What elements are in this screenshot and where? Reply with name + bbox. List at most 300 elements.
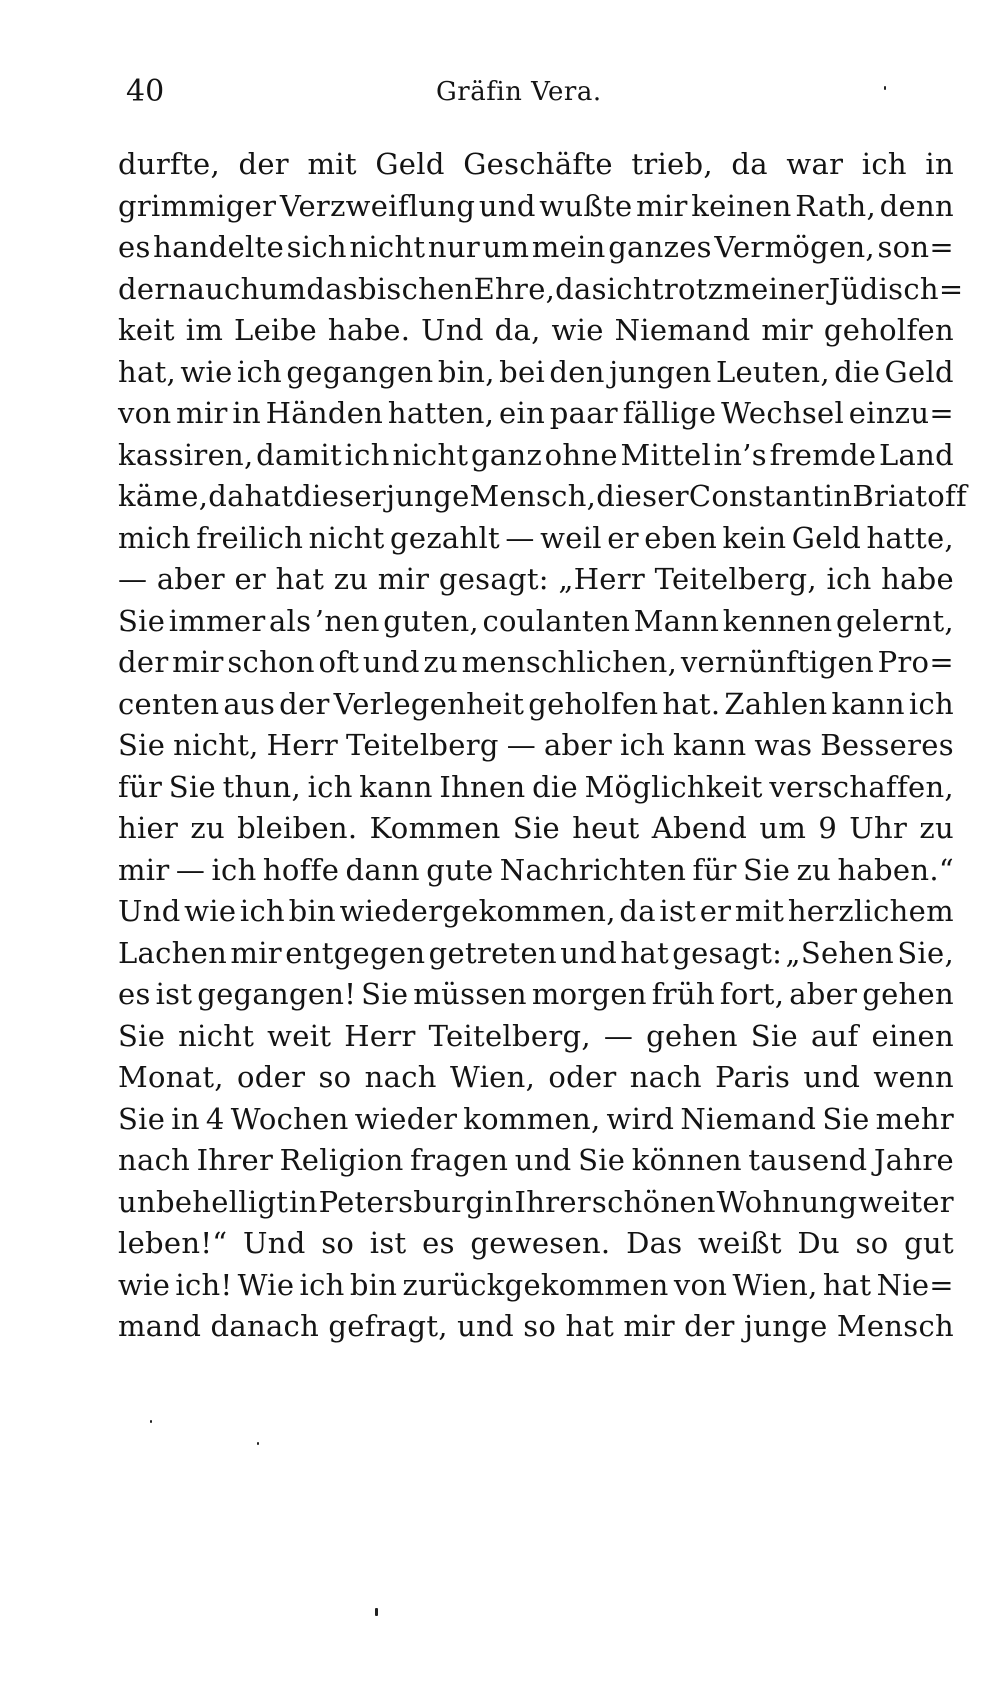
word: trieb, (631, 147, 713, 181)
word: mir (623, 1309, 675, 1343)
word: Du (797, 1226, 840, 1260)
word: ist (155, 977, 193, 1011)
word: Mittel (620, 437, 712, 472)
word: so (523, 1309, 557, 1343)
word: um (759, 811, 807, 845)
text-line (118, 1265, 954, 1307)
word: früh (651, 977, 715, 1011)
word: ich (299, 1267, 345, 1302)
text-line (118, 227, 954, 269)
word: Teitelberg (345, 728, 499, 762)
word: entgegen (285, 935, 426, 970)
word: Land (879, 437, 954, 472)
text-line (118, 393, 954, 435)
word: Das (626, 1226, 683, 1260)
word: Vermögen, (714, 230, 875, 264)
text-line (118, 1306, 954, 1348)
word: bin (349, 1267, 398, 1302)
word: Ehre, (473, 271, 556, 306)
word: ich (861, 147, 907, 181)
word: ganz (471, 437, 543, 472)
word: oder (237, 1060, 306, 1094)
word: da (208, 479, 245, 513)
word: kassiren, (118, 437, 254, 472)
word: nach (364, 1060, 437, 1094)
word: Sie (118, 603, 166, 638)
word: kommen, (463, 1101, 601, 1136)
text-line (118, 352, 954, 394)
word: Und (243, 1226, 306, 1260)
text-line (118, 1099, 954, 1141)
word: Teitelberg, (428, 1018, 591, 1053)
word: keinen (691, 188, 792, 223)
word: hat (244, 479, 294, 513)
text-line (118, 1223, 954, 1265)
word: kann (831, 686, 905, 721)
word: können (631, 1143, 742, 1177)
word: mand (118, 1309, 202, 1343)
word: keit (118, 313, 175, 347)
word: aber (789, 977, 858, 1011)
word: ’nen (314, 603, 380, 638)
word: ein (499, 396, 546, 430)
word: Paris (715, 1060, 791, 1094)
text-line (118, 559, 954, 601)
word: — (118, 562, 148, 596)
running-title: Gräfin Vera. (436, 77, 602, 107)
word: 9 (818, 811, 838, 845)
word: herzlichem (787, 894, 954, 928)
word: hoffe (262, 852, 340, 887)
word: dann (345, 852, 420, 887)
word: eben (644, 520, 718, 555)
word: mir (172, 645, 224, 679)
word: Niemand (680, 1101, 817, 1136)
word: um (482, 230, 530, 264)
word: wie (118, 1267, 171, 1302)
word: Händen (265, 396, 384, 430)
word: gesagt: (672, 935, 783, 970)
text-line (118, 476, 968, 518)
word: aber (543, 728, 613, 762)
word: Mensch, (469, 479, 597, 513)
text-line (118, 1057, 954, 1099)
word: Sie (743, 852, 791, 887)
word: Uhr (849, 811, 908, 845)
word: hat (822, 1267, 872, 1302)
word: zu (190, 811, 225, 845)
word: Briatoff (852, 479, 968, 513)
text-line (118, 310, 954, 352)
word: für (118, 769, 163, 804)
word: Und (118, 894, 181, 928)
word: mir (118, 852, 170, 887)
word: Leibe (234, 313, 317, 347)
word: das (306, 271, 358, 306)
word: bei (499, 354, 546, 389)
word: Petersburg (318, 1184, 485, 1219)
word: Sie (168, 769, 216, 804)
word: Ihrer (514, 1184, 592, 1219)
word: Jüdisch= (828, 271, 964, 306)
word: bin (288, 894, 337, 928)
word: hatte, (866, 520, 954, 555)
word: weil (540, 520, 602, 555)
word: nicht (308, 520, 385, 555)
word: Herr (344, 1018, 416, 1053)
word: denn (879, 188, 954, 223)
word: leben!“ (118, 1226, 228, 1260)
word: tausend (748, 1143, 868, 1177)
word: in’s (713, 437, 767, 472)
word: Wien, (732, 1267, 818, 1302)
word: wenn (873, 1060, 954, 1094)
word: ist (659, 894, 697, 928)
running-head (118, 70, 878, 114)
word: Pro= (877, 645, 954, 679)
word: nach (629, 1060, 702, 1094)
word: gute (426, 852, 494, 887)
word: und (362, 645, 420, 679)
word: die (834, 354, 881, 389)
word: in (925, 147, 954, 181)
word: zu (796, 852, 832, 887)
word: Kommen (369, 811, 501, 845)
word: mehr (875, 1101, 954, 1136)
word: Wohnung (716, 1184, 858, 1219)
word: nicht (392, 437, 469, 472)
text-line (118, 767, 954, 809)
word: da (619, 894, 656, 928)
text-line (118, 601, 954, 643)
word: mir (377, 562, 430, 596)
word: freilich (196, 520, 304, 555)
word: paar (549, 396, 618, 430)
word: zu (423, 645, 458, 679)
word: mir (230, 935, 282, 970)
text-line (118, 269, 964, 311)
word: gehen (862, 977, 954, 1011)
word: coulanten (482, 603, 631, 638)
word: Sie (822, 1101, 870, 1136)
text-line (118, 891, 954, 933)
word: Sie (512, 811, 561, 845)
word: — (505, 520, 535, 555)
word: dieser (596, 479, 689, 513)
word: war (786, 147, 844, 181)
word: den (549, 354, 605, 389)
word: ohne (544, 437, 618, 472)
word: hat. (662, 686, 721, 721)
word: habe (881, 562, 954, 596)
word: käme, (118, 479, 209, 513)
word: wie (551, 313, 604, 347)
word: schon (227, 645, 315, 679)
word: Geld (884, 354, 954, 389)
word: Sie (118, 728, 166, 762)
text-line (118, 850, 954, 892)
word: da, (494, 313, 541, 347)
word: unbehelligt (118, 1184, 289, 1219)
word: sich (286, 230, 347, 264)
word: auf (810, 1018, 859, 1053)
word: die (532, 769, 578, 804)
word: schönen (591, 1184, 716, 1219)
word: der (118, 645, 169, 679)
word: auch (187, 271, 260, 306)
word: Und (421, 313, 484, 347)
word: oder (548, 1060, 617, 1094)
word: mein (531, 230, 606, 264)
word: von (118, 396, 172, 430)
word: Leuten, (715, 354, 830, 389)
word: — (603, 1018, 634, 1053)
word: Rath, (795, 188, 877, 223)
word: Niemand (614, 313, 751, 347)
word: Sie (578, 1143, 626, 1177)
word: er (234, 562, 267, 596)
word: um (259, 271, 307, 306)
word: wußte (539, 188, 633, 223)
word: ich! (175, 1267, 233, 1302)
word: Jahre (873, 1143, 954, 1177)
word: morgen (531, 977, 647, 1011)
word: Verlegenheit (333, 686, 525, 721)
word: handelte (153, 230, 285, 264)
word: mir (636, 188, 688, 223)
word: einzu= (848, 396, 954, 430)
speck (884, 86, 886, 90)
word: — (175, 852, 206, 887)
word: grimmiger (118, 188, 277, 223)
word: Wechsel (721, 396, 845, 430)
word: jungen (609, 354, 712, 389)
word: weit (267, 1018, 332, 1053)
word: guten, (383, 603, 479, 638)
word: in (485, 1184, 514, 1219)
word: müssen (413, 977, 527, 1011)
word: menschlichen, (461, 645, 678, 679)
word: Sie (750, 1018, 799, 1053)
word: — (506, 728, 536, 762)
word: verschaffen, (769, 769, 954, 804)
word: danach (210, 1309, 320, 1343)
page-number: 40 (126, 74, 165, 109)
word: und (560, 935, 618, 970)
word: fremde (769, 437, 877, 472)
word: Geld (375, 147, 445, 181)
word: Sie (118, 1018, 166, 1053)
word: ich (236, 354, 283, 389)
speck (375, 1608, 378, 1616)
word: gegangen! (197, 977, 357, 1011)
speck (257, 1442, 259, 1445)
word: wird (606, 1101, 675, 1136)
word: hat, (118, 354, 177, 389)
word: und (457, 1309, 514, 1343)
text-line (118, 1182, 954, 1224)
word: zurückgekommen (402, 1267, 669, 1302)
word: trotz (651, 271, 724, 306)
text-line (118, 435, 954, 477)
word: aber (156, 562, 225, 596)
word: ich (619, 728, 666, 762)
body-text (118, 144, 968, 1348)
word: hat (620, 935, 669, 970)
text-line (118, 808, 954, 850)
word: Zahlen (724, 686, 828, 721)
text-line (118, 1140, 954, 1182)
word: Religion (279, 1143, 404, 1177)
word: Herr (266, 728, 339, 762)
word: gewesen. (470, 1226, 611, 1260)
word: er (699, 894, 732, 928)
word: son= (877, 230, 954, 264)
word: der (238, 147, 289, 181)
word: ich (606, 271, 652, 306)
word: dieser (293, 479, 386, 513)
word: bin, (437, 354, 495, 389)
word: von (673, 1267, 728, 1302)
word: Geld (791, 520, 862, 555)
word: Monat, (118, 1060, 224, 1094)
word: nicht, (173, 728, 259, 762)
word: Abend (651, 811, 748, 845)
word: dern (118, 271, 188, 306)
word: in (171, 1101, 200, 1136)
word: in (289, 1184, 318, 1219)
word: ich (307, 769, 353, 804)
word: und (478, 188, 536, 223)
word: junge (743, 1309, 828, 1343)
word: geholfen (823, 313, 954, 347)
word: zu (333, 562, 369, 596)
word: so (318, 1060, 352, 1094)
word: hier (118, 811, 179, 845)
word: gut (904, 1226, 954, 1260)
word: Wie (237, 1267, 295, 1302)
word: getreten (428, 935, 557, 970)
word: es (422, 1226, 455, 1260)
word: es (118, 230, 151, 264)
word: durfte, (118, 147, 220, 181)
text-line (118, 725, 954, 767)
word: nicht (178, 1018, 255, 1053)
word: wie (184, 894, 237, 928)
word: kennen (722, 603, 833, 638)
word: fort, (719, 977, 785, 1011)
word: aus (223, 686, 276, 721)
word: wiedergekommen, (339, 894, 616, 928)
word: junge (385, 479, 470, 513)
word: „Herr (558, 562, 646, 596)
word: Mann (633, 603, 720, 638)
word: im (185, 313, 224, 347)
word: Wien, (449, 1060, 536, 1094)
word: der (279, 686, 330, 721)
word: nach (118, 1143, 191, 1177)
word: hat (275, 562, 325, 596)
word: Nie= (876, 1267, 954, 1302)
word: kann (359, 769, 433, 804)
text-line (118, 684, 954, 726)
word: was (754, 728, 813, 762)
word: oft (318, 645, 360, 679)
word: ich (239, 894, 286, 928)
word: der (684, 1309, 735, 1343)
word: bischen (357, 271, 474, 306)
word: gezahlt (390, 520, 501, 555)
word: Mensch (836, 1309, 954, 1343)
word: gehen (646, 1018, 738, 1053)
text-line (118, 642, 954, 684)
word: für (692, 852, 737, 887)
word: als (268, 603, 312, 638)
word: habe. (327, 313, 411, 347)
word: Constantin (688, 479, 853, 513)
word: mich (118, 520, 191, 555)
text-line (118, 186, 954, 228)
word: immer (168, 603, 266, 638)
text-line (118, 974, 954, 1016)
word: Wochen (230, 1101, 349, 1136)
word: in (232, 396, 261, 430)
word: hatten, (387, 396, 495, 430)
word: ich (211, 852, 257, 887)
word: weiter (858, 1184, 954, 1219)
word: gelernt, (835, 603, 954, 638)
word: gefragt, (328, 1309, 448, 1343)
word: kann (673, 728, 747, 762)
word: centen (118, 686, 220, 721)
word: Sie (361, 977, 409, 1011)
word: meiner (723, 271, 829, 306)
word: damit (256, 437, 342, 472)
word: mir (176, 396, 228, 430)
word: ist (369, 1226, 407, 1260)
word: haben.“ (837, 852, 954, 887)
word: vernünftigen (680, 645, 874, 679)
text-line (118, 518, 954, 560)
word: Lachen (118, 935, 228, 970)
word: da (731, 147, 768, 181)
word: einen (871, 1018, 954, 1053)
word: er (607, 520, 639, 555)
word: hat (565, 1309, 615, 1343)
text-line (118, 144, 954, 186)
word: fällige (622, 396, 717, 430)
word: weißt (698, 1226, 782, 1260)
word: thun, (222, 769, 301, 804)
word: kein (722, 520, 787, 555)
word: Möglichkeit (584, 769, 763, 804)
word: nicht (349, 230, 426, 264)
word: so (321, 1226, 355, 1260)
word: fragen (410, 1143, 509, 1177)
word: wieder (354, 1101, 458, 1136)
word: Ihnen (439, 769, 526, 804)
word: gesagt: (438, 562, 549, 596)
word: ich (826, 562, 872, 596)
word: Sie (118, 1101, 166, 1136)
word: „Sehen (785, 935, 894, 970)
word: ganzes (608, 230, 712, 264)
word: so (855, 1226, 889, 1260)
word: wie (180, 354, 233, 389)
word: Verzweiflung (279, 188, 476, 223)
word: 4 (205, 1101, 225, 1136)
text-line (118, 933, 954, 975)
